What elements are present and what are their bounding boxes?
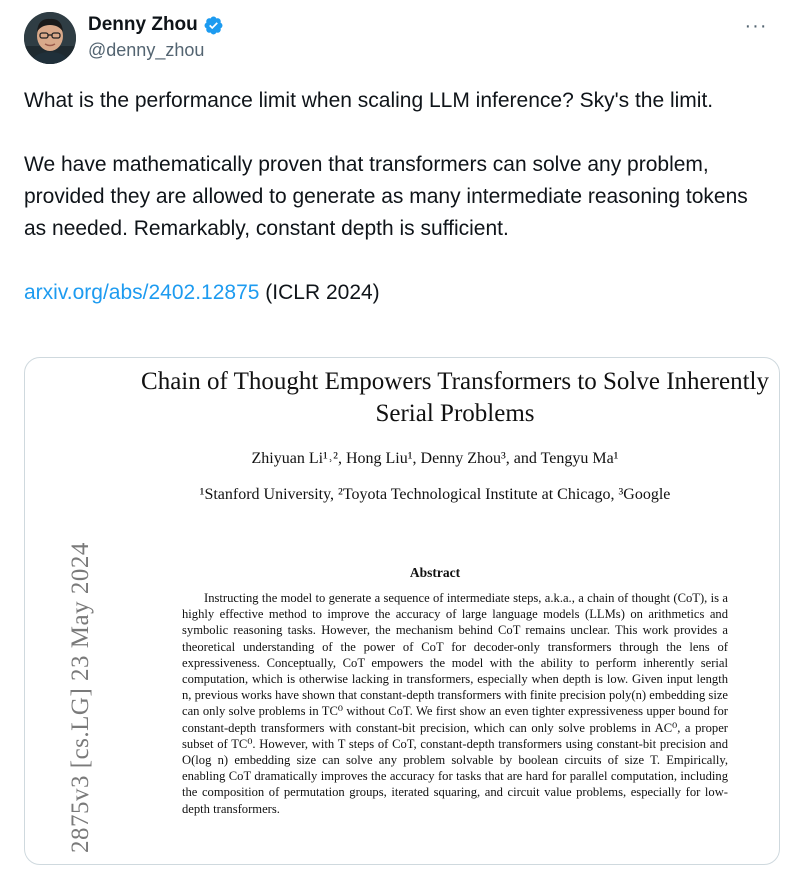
avatar[interactable] <box>24 12 76 64</box>
link-suffix: (ICLR 2024) <box>259 281 380 304</box>
abstract-heading: Abstract <box>409 565 461 580</box>
paper-title-line: Serial Problems <box>375 400 535 427</box>
paper-authors: Zhiyuan Li¹˒², Hong Liu¹, Denny Zhou³, and Tengyu Ma¹ <box>251 450 619 467</box>
tweet-header <box>24 12 774 68</box>
display-name[interactable]: Denny Zhou <box>88 14 198 35</box>
tweet-link-line <box>24 277 759 309</box>
tweet-paragraph: What is the performance limit when scaling LLM inference? Sky's the limit. <box>24 89 714 112</box>
paper-title-line: Chain of Thought Empowers Transformers to Solve Inherently <box>141 368 769 395</box>
arxiv-link[interactable]: arxiv.org/abs/2402.12875 <box>24 281 260 304</box>
arxiv-stamp <box>25 498 94 858</box>
abstract-text: Instructing the model to generate a sequence of intermediate steps, a.k.a., a chain of thought (CoT), is a highly effective method to improve the accuracy of large language models (LLMs) on arithmetics and symbolic reasoning tasks. However, the mechanism behind CoT remains unclear. This work provides a theoretical understanding of the power of CoT for decoder-only transformers through the lens of expressiveness. Conceptually, CoT empowers the model with the ability to perform inherently serial computation, which is otherwise lacking in transformers, especially when depth is low. Given input length n, previous works have shown that constant-depth transformers with finite precision poly(n) embedding size can only solve problems in TC⁰ without CoT. We first show an even tighter expressiveness upper bound for constant-depth transformers with constant-bit precision, which can only solve problems in AC⁰, a proper subset of TC⁰. However, with T steps of CoT, constant-depth transformers using constant-bit precision and O(log n) embedding size can solve any problem solvable by boolean circuits of size T. Empirically, enabling CoT dramatically improves the accuracy for tasks that are hard for parallel computation, including the composition of permutation groups, iterated squaring, and circuit value problems, especially for low-depth transformers. <box>182 591 728 816</box>
handle[interactable]: @denny_zhou <box>88 40 205 60</box>
tweet-paragraph: We have mathematically proven that transformers can solve any problem, provided they are allowed to generate as many intermediate reasoning tokens as needed. Remarkably, constant depth is sufficient. <box>24 153 748 240</box>
paper-title <box>105 366 780 430</box>
more-horizontal-icon[interactable]: ··· <box>744 14 768 37</box>
tweet-text <box>24 85 759 309</box>
paper-affiliations: ¹Stanford University, ²Toyota Technological Institute at Chicago, ³Google <box>199 486 671 503</box>
tweet-media-image[interactable] <box>24 357 780 865</box>
arxiv-stamp-text: 2875v3 [cs.LG] 23 May 2024 <box>67 542 94 853</box>
avatar-image <box>24 12 76 64</box>
verified-badge-icon <box>203 15 224 36</box>
